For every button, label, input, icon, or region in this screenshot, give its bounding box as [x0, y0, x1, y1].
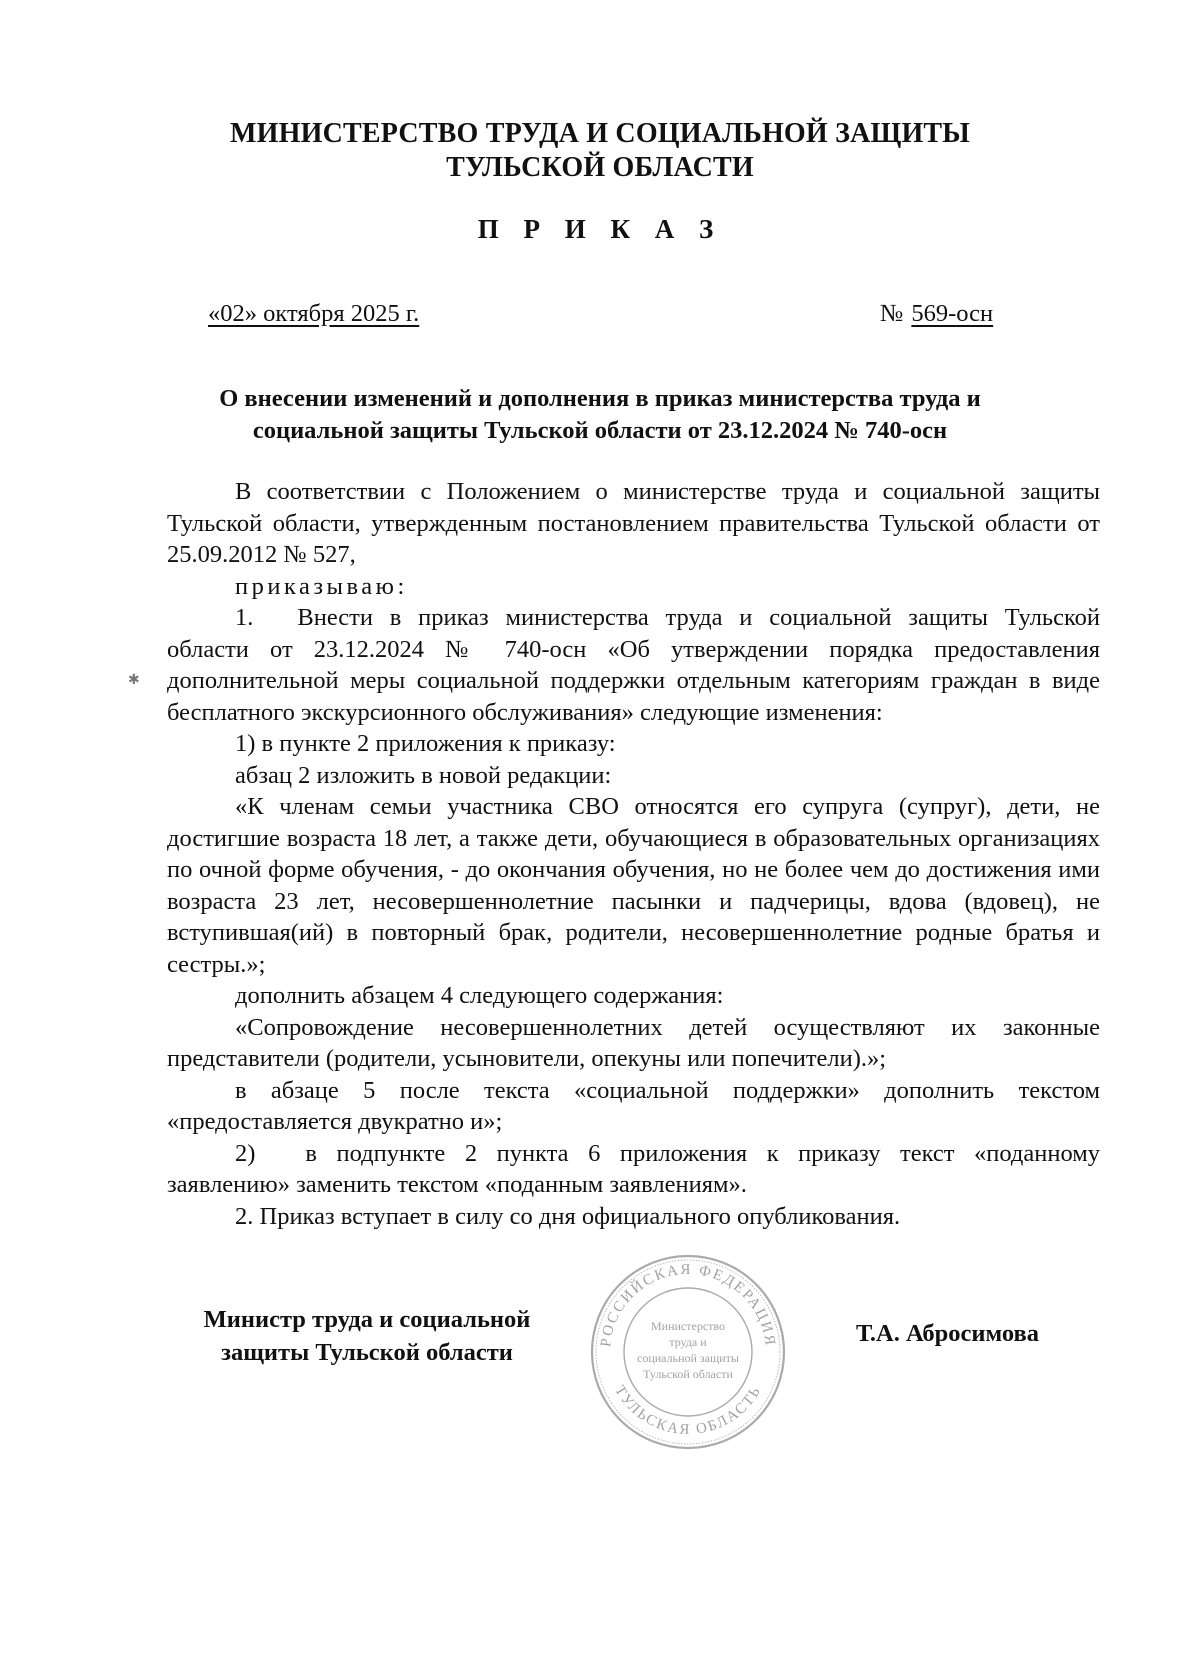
number-label: № [880, 300, 904, 327]
subject-line-2: социальной защиты Тульской области от 23.12.2024 № 740-осн [252, 417, 948, 444]
item-1-text: Внести в приказ министерства труда и социальной защиты Тульской области от 23.12.2024 № 740-осн «Об утверждении порядка предоставления дополнительной меры социальной поддержки отдельным категориям граждан в виде бесплатного экскурсионного обслуживания» следующие изменения: [167, 604, 1100, 726]
subitem-1-quote: «К членам семьи участника СВО относятся его супруга (супруг), дети, не достигшие возраста 18 лет, а также дети, обучающиеся в образовательных организациях по очной форме обучения, - до окончания обучения, но не более чем до достижения ими возраста 23 лет, несовершеннолетние пасынки и падчерицы, вдова (вдовец), не вступившая(ий) в повторный брак, родители, несовершеннолетние родные братья и сестры.»; [167, 793, 1100, 978]
organization-name [0, 117, 1200, 185]
preamble-paragraph: В соответствии с Положением о министерстве труда и социальной защиты Тульской области, утвержденным постановлением правительства Тульской области от 25.09.2012 № 527, [167, 478, 1100, 568]
org-line-2: ТУЛЬСКОЙ ОБЛАСТИ [446, 152, 754, 183]
document-date: «02» октября 2025 г. [208, 300, 420, 327]
subitem-1-a-paragraph: абзац 2 изложить в новой редакции: [235, 761, 612, 789]
subitem-1-b-paragraph: дополнить абзацем 4 следующего содержания: [235, 982, 724, 1009]
official-seal [588, 1252, 788, 1452]
document-type: П Р И К А З [477, 214, 723, 244]
org-line-1: МИНИСТЕРСТВО ТРУДА И СОЦИАЛЬНОЙ ЗАЩИТЫ [230, 118, 970, 149]
item-2-paragraph: 2. Приказ вступает в силу со дня официального опубликования. [235, 1202, 901, 1230]
signatory-position [172, 1303, 562, 1369]
item-1-paragraph [167, 602, 1100, 728]
signatory-name: Т.А. Абросимова [856, 1320, 1040, 1347]
position-line-1: Министр труда и социальной [203, 1306, 531, 1333]
subitem-1-c-paragraph: в абзаце 5 после текста «социальной поддержки» дополнить текстом «предоставляется двукратно и»; [167, 1076, 1100, 1135]
subitem-2-text: в подпункте 2 пункта 6 приложения к приказу текст «поданному заявлению» заменить текстом «поданным заявлениям». [167, 1139, 1100, 1198]
order-word: приказываю: [235, 572, 408, 600]
subject-line-1: О внесении изменений и дополнения в приказ министерства труда и [219, 385, 981, 412]
seal-inner-line-4: Тульской области [643, 1367, 733, 1381]
subitem-1-paragraph: 1) в пункте 2 приложения к приказу: [235, 730, 616, 757]
seal-inner-line-2: труда и [669, 1335, 707, 1349]
subitem-2-paragraph [167, 1138, 1100, 1201]
subitem-2-number: 2) [235, 1139, 256, 1167]
number-value: 569-осн [911, 300, 994, 327]
seal-inner-line-3: социальной защиты [637, 1351, 739, 1365]
document-number [880, 300, 993, 328]
seal-inner-line-1: Министерство [651, 1319, 725, 1333]
margin-mark: ✱ [128, 673, 140, 688]
seal-top-text: РОССИЙСКАЯ ФЕДЕРАЦИЯ [598, 1261, 778, 1348]
position-line-2: защиты Тульской области [221, 1339, 513, 1366]
subitem-1-quote-2: «Сопровождение несовершеннолетних детей осуществляют их законные представители (родители, усыновители, опекуны или попечители).»; [167, 1013, 1100, 1072]
document-body [167, 476, 1100, 1232]
document-subject [150, 383, 1050, 447]
item-1-number: 1. [235, 604, 254, 631]
seal-bottom-text: ТУЛЬСКАЯ ОБЛАСТЬ [611, 1383, 765, 1439]
